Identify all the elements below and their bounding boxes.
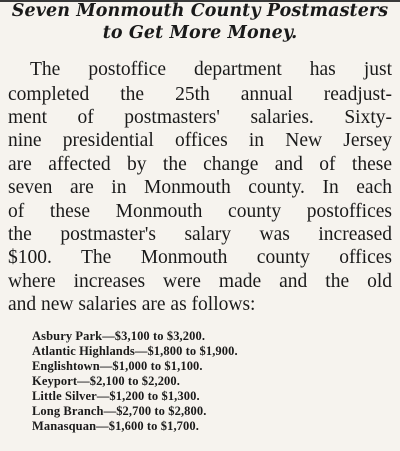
- headline-line-2: to Get More Money.: [102, 23, 298, 43]
- headline-line-1: Seven Monmouth County Postmasters: [11, 1, 389, 21]
- body-line: the postmaster's salary was increased: [8, 224, 392, 245]
- body-line: of these Monmouth county postoffices: [8, 201, 392, 222]
- body-line: The postoffice department has just: [30, 59, 392, 80]
- salary-list-item: Atlantic Highlands—$1,800 to $1,900.: [32, 344, 238, 358]
- body-line: $100. The Monmouth county offices: [8, 247, 392, 268]
- body-line: seven are in Monmouth county. In each: [8, 177, 392, 198]
- body-line: where increases were made and the old: [8, 271, 392, 292]
- body-line: nine presidential offices in New Jersey: [8, 130, 392, 151]
- body-line: and new salaries are as follows:: [8, 294, 256, 315]
- salary-list-item: Manasquan—$1,600 to $1,700.: [32, 419, 199, 433]
- body-line: ment of postmasters' salaries. Sixty-: [8, 107, 392, 128]
- salary-list-item: Long Branch—$2,700 to $2,800.: [32, 404, 207, 418]
- body-line: are affected by the change and of these: [8, 154, 392, 175]
- body-line: completed the 25th annual readjust-: [8, 84, 392, 105]
- salary-list-item: Keyport—$2,100 to $2,200.: [32, 374, 180, 388]
- salary-list-item: Englishtown—$1,000 to $1,100.: [32, 359, 203, 373]
- salary-list-item: Asbury Park—$3,100 to $3,200.: [32, 329, 206, 343]
- salary-list-item: Little Silver—$1,200 to $1,300.: [32, 389, 200, 403]
